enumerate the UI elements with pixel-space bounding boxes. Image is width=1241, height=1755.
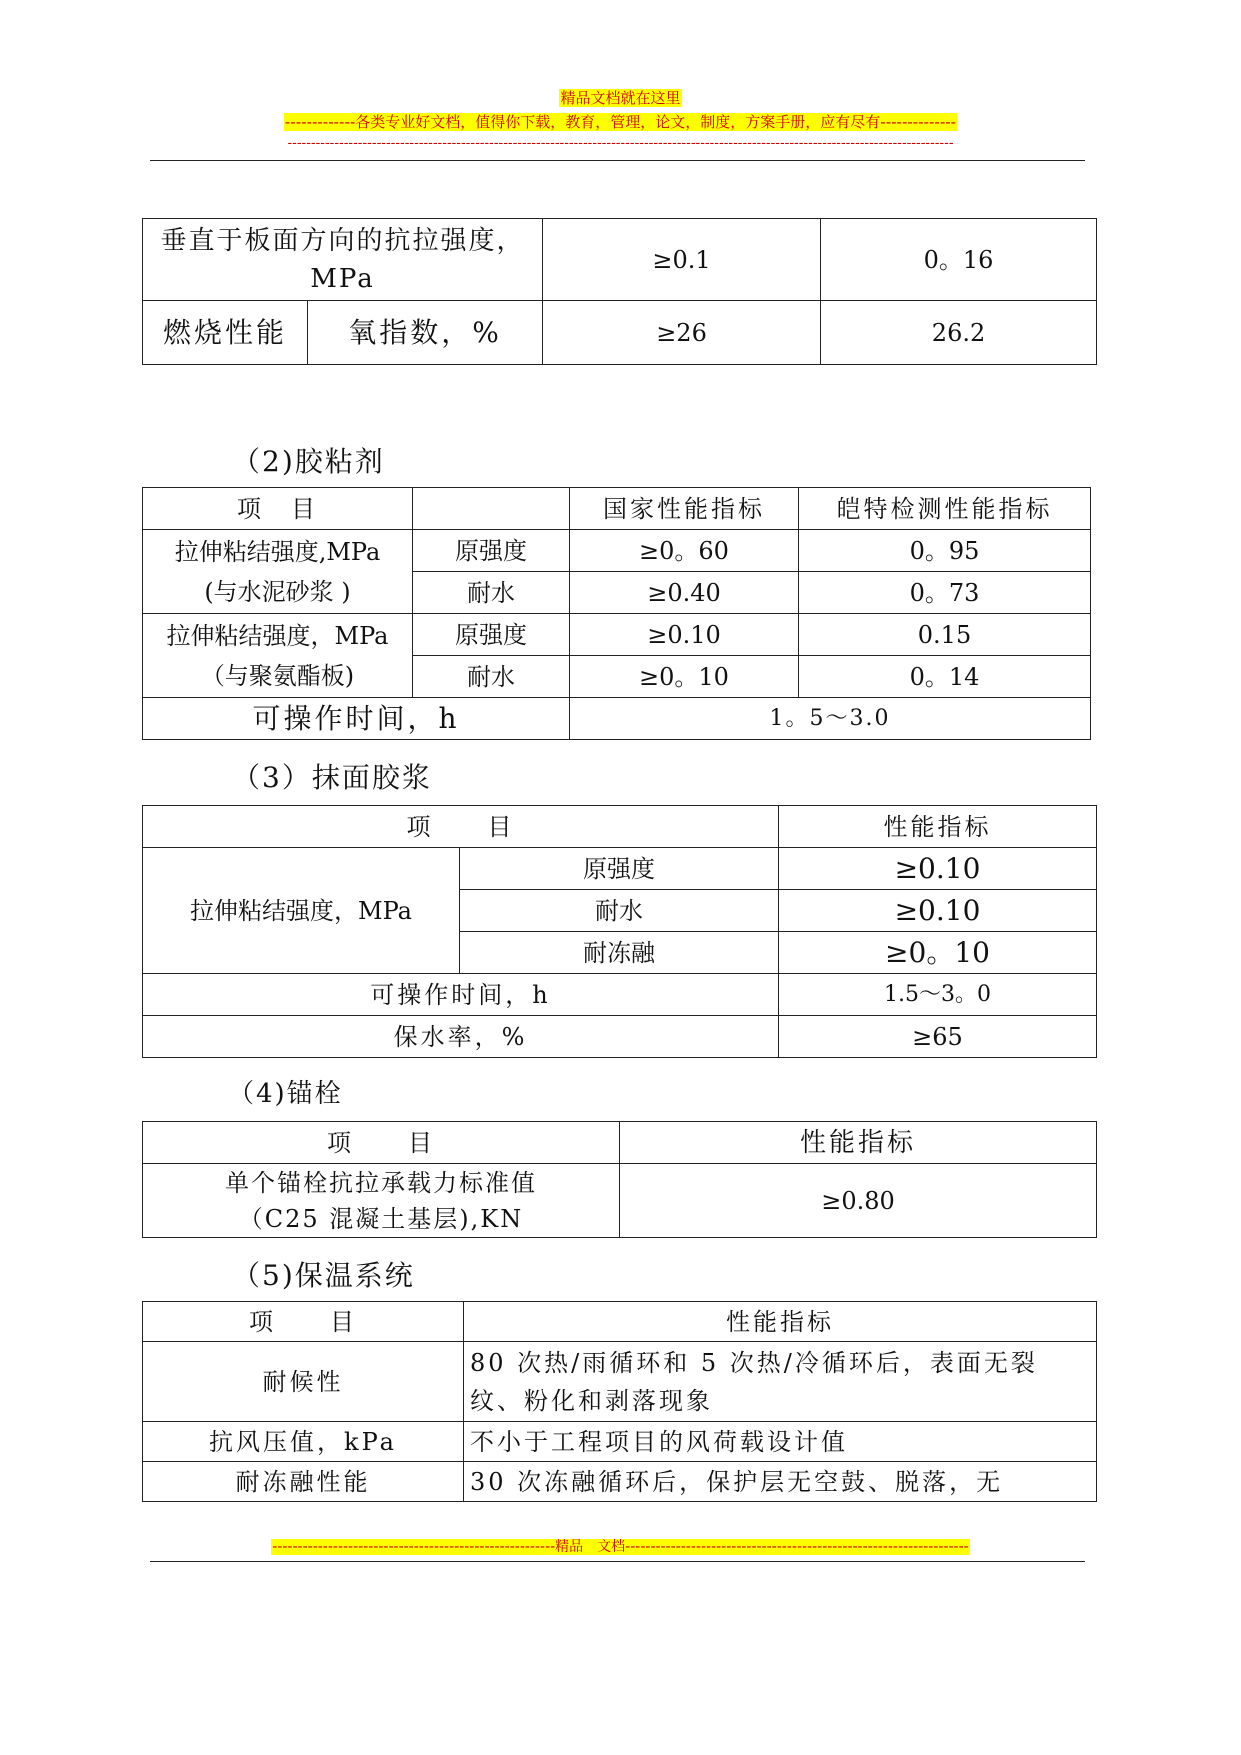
table-header-row xyxy=(143,488,1091,530)
table-row xyxy=(143,848,1097,890)
table-cell: ≥0。60 xyxy=(570,530,799,572)
table-header-cell: 项 目 xyxy=(143,1122,620,1164)
table-cell: ≥0。10 xyxy=(570,656,799,698)
footer-rule xyxy=(150,1561,1085,1562)
table-cell: 耐冻融性能 xyxy=(143,1462,464,1502)
table-cell: ≥0.10 xyxy=(570,614,799,656)
table-cell: 垂直于板面方向的抗拉强度，MPa xyxy=(143,219,543,301)
table-cell: 拉伸粘结强度，MPa xyxy=(143,848,460,974)
table-header-row xyxy=(143,806,1097,848)
table-cell: ≥0.1 xyxy=(543,219,821,301)
table-row xyxy=(143,219,1097,301)
cell-line: （C25 混凝土基层),KN xyxy=(238,1204,524,1233)
table-cell: 0.15 xyxy=(799,614,1091,656)
footer-banner: --------------------------------------------------------精品 文档-------------------------------------------------------------------- xyxy=(272,1539,969,1555)
table-cell: ≥0。10 xyxy=(779,932,1097,974)
table-cell: 耐水 xyxy=(413,656,570,698)
header-dashes: ---------------------------------------------------------------------------------------------------------------------------------------------- xyxy=(287,136,954,151)
plaster-mortar-table xyxy=(142,805,1097,1058)
table-header-row xyxy=(143,1302,1097,1342)
table-header-cell: 项 目 xyxy=(143,806,779,848)
table-cell: 燃烧性能 xyxy=(143,301,308,365)
table-cell: ≥0.40 xyxy=(570,572,799,614)
section-title: （4)锚栓 xyxy=(228,1079,343,1109)
table-cell: 原强度 xyxy=(413,530,570,572)
table-header-row xyxy=(143,1122,1097,1164)
table-cell: ≥0.10 xyxy=(779,890,1097,932)
table-cell xyxy=(143,1164,620,1238)
section-title: （2)胶粘剂 xyxy=(232,445,385,478)
section-title: （5)保温系统 xyxy=(232,1259,415,1292)
table-cell: 1.5～3。0 xyxy=(779,974,1097,1016)
table-cell: ≥0.80 xyxy=(620,1164,1097,1238)
section-title: （3）抹面胶浆 xyxy=(232,761,432,794)
table-cell: ≥65 xyxy=(779,1016,1097,1058)
table-cell: 耐候性 xyxy=(143,1342,464,1422)
table-cell: 0。14 xyxy=(799,656,1091,698)
header-slogan: -------------各类专业好文档，值得你下载，教育，管理，论文，制度，方案手册，应有尽有-------------- xyxy=(284,113,957,131)
header-title: 精品文档就在这里 xyxy=(560,89,681,107)
table-header-cell: 项 目 xyxy=(143,1302,464,1342)
table-cell: 保水率，% xyxy=(143,1016,779,1058)
table-cell: 26.2 xyxy=(821,301,1097,365)
cell-line: （与聚氨酯板) xyxy=(200,661,355,690)
insulation-system-table xyxy=(142,1301,1097,1502)
table-row xyxy=(143,1462,1097,1502)
table-header-cell: 性能指标 xyxy=(779,806,1097,848)
table-row xyxy=(143,530,1091,572)
adhesive-table xyxy=(142,487,1091,740)
table-cell: 原强度 xyxy=(460,848,779,890)
table-row xyxy=(143,1016,1097,1058)
anchor-table xyxy=(142,1121,1097,1238)
cell-line: 单个锚栓抗拉承载力标准值 xyxy=(225,1168,537,1197)
table-row xyxy=(143,1342,1097,1422)
table-row xyxy=(143,974,1097,1016)
table-cell: 氧指数，% xyxy=(308,301,543,365)
table-cell: 耐水 xyxy=(413,572,570,614)
header-rule xyxy=(150,160,1085,161)
table-cell: 耐冻融 xyxy=(460,932,779,974)
cell-line: (与水泥砂浆 ) xyxy=(204,577,351,606)
table-cell: 0。95 xyxy=(799,530,1091,572)
table-cell: 30 次冻融循环后，保护层无空鼓、脱落，无 xyxy=(464,1462,1097,1502)
table-cell xyxy=(143,530,413,614)
table-cell: 80 次热/雨循环和 5 次热/冷循环后，表面无裂纹、粉化和剥落现象 xyxy=(464,1342,1097,1422)
table-row xyxy=(143,301,1097,365)
table-row xyxy=(143,698,1091,740)
table-cell: 可操作时间，h xyxy=(143,974,779,1016)
table-row xyxy=(143,1422,1097,1462)
table-row xyxy=(143,614,1091,656)
cell-line: 拉伸粘结强度，MPa xyxy=(166,621,389,650)
table-header-cell: 性能指标 xyxy=(620,1122,1097,1164)
table-cell: ≥0.10 xyxy=(779,848,1097,890)
table-cell: 1。5～3.0 xyxy=(570,698,1091,740)
table-header-cell: 性能指标 xyxy=(464,1302,1097,1342)
table-cell xyxy=(143,614,413,698)
cell-line: 拉伸粘结强度,MPa xyxy=(174,537,381,566)
table-header-cell xyxy=(413,488,570,530)
table-header-cell: 国家性能指标 xyxy=(570,488,799,530)
table-cell: 原强度 xyxy=(413,614,570,656)
table-cell: 可操作时间，h xyxy=(143,698,570,740)
panel-properties-table xyxy=(142,218,1097,365)
table-cell: ≥26 xyxy=(543,301,821,365)
table-cell: 0。16 xyxy=(821,219,1097,301)
table-cell: 耐水 xyxy=(460,890,779,932)
table-header-cell: 皑特检测性能指标 xyxy=(799,488,1091,530)
table-cell: 不小于工程项目的风荷载设计值 xyxy=(464,1422,1097,1462)
table-cell: 0。73 xyxy=(799,572,1091,614)
table-header-cell: 项 目 xyxy=(143,488,413,530)
table-row xyxy=(143,1164,1097,1238)
table-cell: 抗风压值，kPa xyxy=(143,1422,464,1462)
